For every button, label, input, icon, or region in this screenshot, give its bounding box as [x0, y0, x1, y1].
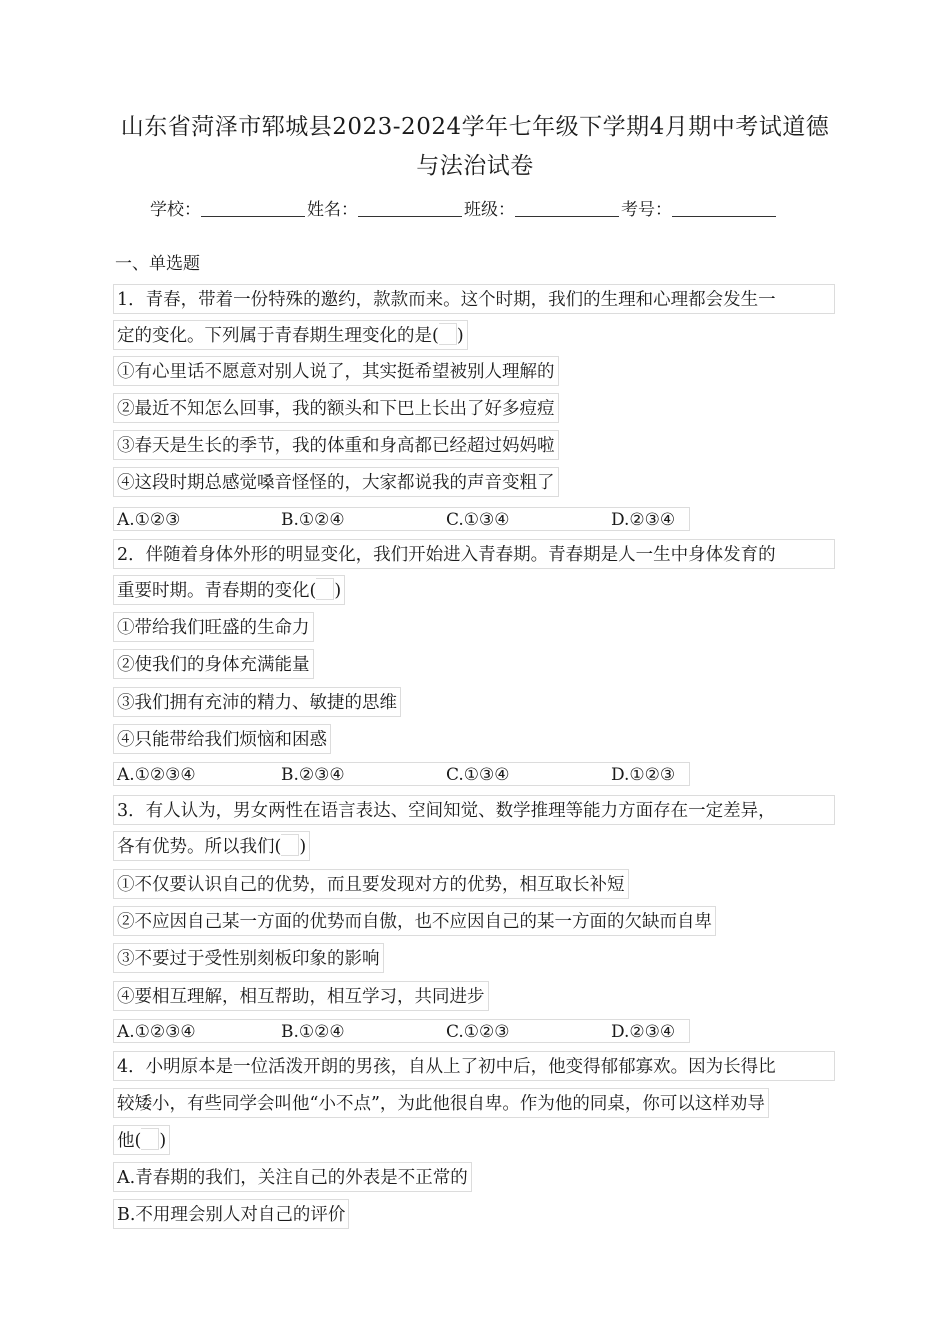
- q3-item-4: ④要相互理解，相互帮助，相互学习，共同进步: [113, 981, 489, 1011]
- q1-option-d[interactable]: D.②③④: [611, 510, 676, 530]
- school-label: 学校：: [150, 200, 201, 220]
- q3-option-b[interactable]: B.①②④: [281, 1022, 345, 1042]
- q4-stem-line3: [113, 1125, 170, 1155]
- q1-item-2: ②最近不知怎么回事，我的额头和下巴上长出了好多痘痘: [113, 393, 559, 423]
- q3-stem-line1: 3．有人认为，男女两性在语言表达、空间知觉、数学推理等能力方面存在一定差异，: [113, 795, 835, 825]
- q1-stem-line1: 1．青春，带着一份特殊的邀约，款款而来。这个时期，我们的生理和心理都会发生一: [113, 284, 835, 314]
- q2-close-paren: ): [334, 581, 342, 601]
- exam-no-blank[interactable]: [672, 200, 776, 217]
- q1-option-c[interactable]: C.①③④: [446, 510, 510, 530]
- q2-options: [113, 762, 690, 786]
- q2-option-d[interactable]: D.①②③: [611, 765, 676, 785]
- class-blank[interactable]: [515, 200, 619, 217]
- school-blank[interactable]: [201, 200, 305, 217]
- name-label: 姓名：: [307, 200, 358, 220]
- class-label: 班级：: [464, 200, 515, 220]
- name-blank[interactable]: [358, 200, 462, 217]
- q3-options: [113, 1019, 690, 1043]
- q1-option-a[interactable]: A.①②③: [117, 510, 181, 530]
- q3-stem-text: 各有优势。所以我们(: [117, 837, 282, 857]
- q1-item-4: ④这段时期总感觉嗓音怪怪的，大家都说我的声音变粗了: [113, 467, 559, 497]
- section-heading: 一、单选题: [115, 254, 200, 274]
- q2-item-4: ④只能带给我们烦恼和困惑: [113, 724, 331, 754]
- q4-option-a[interactable]: A.青春期的我们，关注自己的外表是不正常的: [113, 1162, 472, 1192]
- q2-item-3: ③我们拥有充沛的精力、敏捷的思维: [113, 687, 401, 717]
- q2-item-1: ①带给我们旺盛的生命力: [113, 612, 314, 642]
- q3-option-d[interactable]: D.②③④: [611, 1022, 676, 1042]
- q2-option-c[interactable]: C.①③④: [446, 765, 510, 785]
- q3-option-a[interactable]: A.①②③④: [117, 1022, 196, 1042]
- q4-option-b[interactable]: B.不用理会别人对自己的评价: [113, 1199, 349, 1229]
- exam-title-line1: 山东省菏泽市郓城县2023-2024学年七年级下学期4月期中考试道德: [120, 114, 830, 140]
- q2-option-b[interactable]: B.②③④: [281, 765, 345, 785]
- q3-answer-blank[interactable]: [281, 834, 299, 856]
- q1-answer-blank[interactable]: [439, 323, 457, 345]
- q3-option-c[interactable]: C.①②③: [446, 1022, 510, 1042]
- q1-item-1: ①有心里话不愿意对别人说了，其实挺希望被别人理解的: [113, 356, 559, 386]
- q1-close-paren: ): [456, 326, 464, 346]
- student-info-row: [150, 199, 778, 221]
- q2-stem-line1: 2．伴随着身体外形的明显变化，我们开始进入青春期。青春期是人一生中身体发育的: [113, 539, 835, 569]
- q4-stem-line2: 较矮小，有些同学会叫他“小不点”，为此他很自卑。作为他的同桌，你可以这样劝导: [113, 1088, 769, 1118]
- q2-option-a[interactable]: A.①②③④: [117, 765, 196, 785]
- q1-item-3: ③春天是生长的季节，我的体重和身高都已经超过妈妈啦: [113, 430, 559, 460]
- q4-stem-text: 他(: [117, 1131, 142, 1151]
- q1-stem-line2: [113, 320, 468, 350]
- q2-stem-line2: [113, 575, 345, 605]
- q2-answer-blank[interactable]: [316, 578, 334, 600]
- q1-stem-text: 定的变化。下列属于青春期生理变化的是(: [117, 326, 439, 346]
- q4-stem-line1: 4．小明原本是一位活泼开朗的男孩，自从上了初中后，他变得郁郁寡欢。因为长得比: [113, 1051, 835, 1081]
- q3-item-3: ③不要过于受性别刻板印象的影响: [113, 943, 384, 973]
- q3-item-2: ②不应因自己某一方面的优势而自傲，也不应因自己的某一方面的欠缺而自卑: [113, 906, 716, 936]
- q4-close-paren: ): [159, 1131, 167, 1151]
- q2-stem-text: 重要时期。青春期的变化(: [117, 581, 317, 601]
- q1-option-b[interactable]: B.①②④: [281, 510, 345, 530]
- q3-item-1: ①不仅要认识自己的优势，而且要发现对方的优势，相互取长补短: [113, 869, 629, 899]
- q1-options: [113, 507, 690, 531]
- exam-title-line2: 与法治试卷: [416, 153, 534, 179]
- q3-close-paren: ): [299, 837, 307, 857]
- exam-no-label: 考号：: [621, 200, 672, 220]
- q3-stem-line2: [113, 831, 310, 861]
- q2-item-2: ②使我们的身体充满能量: [113, 649, 314, 679]
- q4-answer-blank[interactable]: [141, 1128, 159, 1150]
